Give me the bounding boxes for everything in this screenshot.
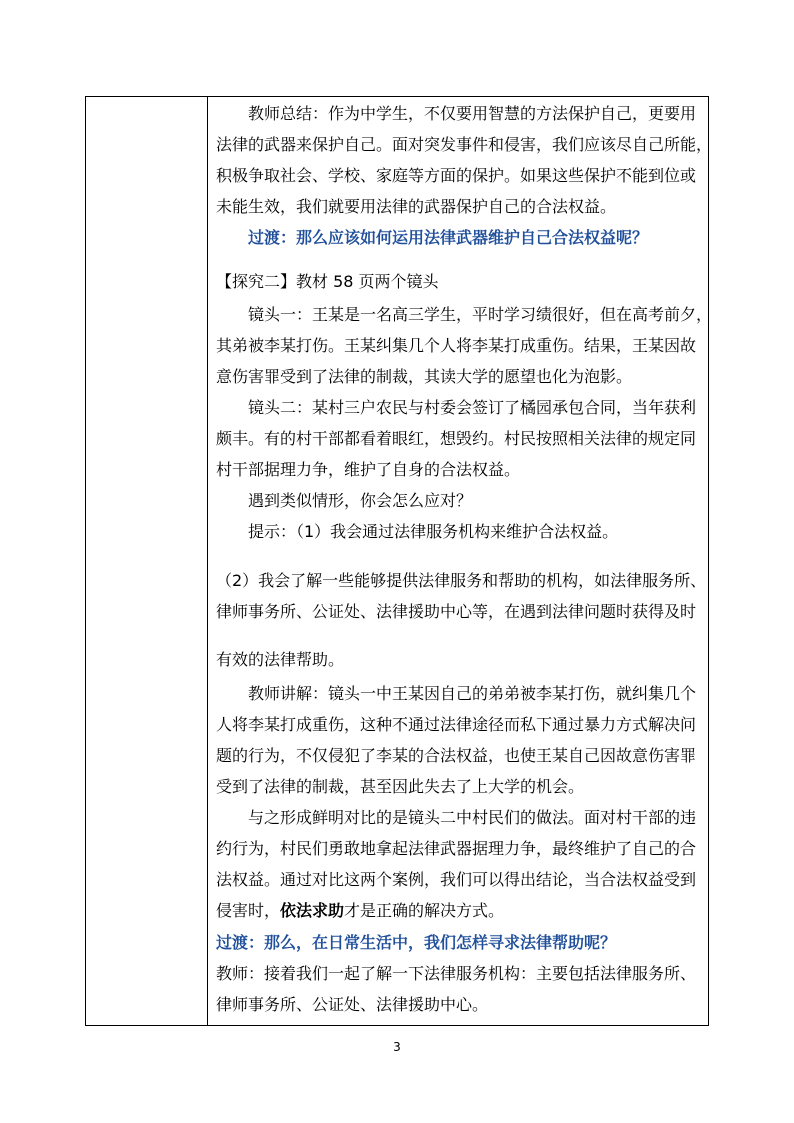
hint-two-line-3: 有效的法律帮助。 (216, 650, 345, 669)
scene-one-line-1: 镜头一：王某是一名高三学生，平时学习绩很好，但在高考前夕， (248, 305, 713, 324)
scene-two-line-1: 镜头二：某村三户农民与村委会签订了橘园承包合同，当年获利 (248, 398, 697, 417)
page-number: 3 (393, 1040, 401, 1054)
teacher-explain-line-2: 人将李某打成重伤，这种不通过法律途径而私下通过暴力方式解决问 (216, 715, 697, 734)
contrast-line-3: 法权益。通过对比这两个案例，我们可以得出结论，当合法权益受到 (216, 870, 697, 889)
scene-two-line-2: 颇丰。有的村干部都看着眼红，想毁约。村民按照相关法律的规定同 (216, 429, 697, 448)
scene-one-line-2: 其弟被李某打伤。王某纠集几个人将李某打成重伤。结果，王某因故 (216, 336, 697, 355)
teacher-explain-line-3: 题的行为，不仅侵犯了李某的合法权益，也使王某自己因故意伤害罪 (216, 746, 697, 765)
legal-help-emphasis: 依法求助 (280, 901, 345, 920)
contrast-line-4-after: 才是正确的解决方式。 (344, 901, 505, 920)
contrast-line-4 (216, 901, 504, 921)
transition-heading-1: 过渡：那么应该如何运用法律武器维护自己合法权益呢？ (248, 228, 649, 247)
teacher-explain-line-4: 受到了法律的制裁，甚至因此失去了上大学的机会。 (216, 777, 585, 796)
teacher-summary-line-4: 未能生效，我们就要用法律的武器保护自己的合法权益。 (216, 197, 617, 216)
teacher-summary-line-3: 积极争取社会、学校、家庭等方面的保护。如果这些保护不能到位或 (216, 166, 697, 185)
hint-line-1: 提示：（1）我会通过法律服务机构来维护合法权益。 (248, 522, 619, 541)
table-content-cell (208, 96, 713, 1026)
hint-two-line-2: 律师事务所、公证处、法律援助中心等，在遇到法律问题时获得及时 (216, 602, 697, 621)
hint-two-line-1: （2）我会了解一些能够提供法律服务和帮助的机构，如法律服务所、 (216, 571, 707, 590)
teacher-explain-line-1: 教师讲解：镜头一中王某因自己的弟弟被李某打伤，就纠集几个 (248, 684, 697, 703)
explore-two-heading: 【探究二】教材 58 页两个镜头 (216, 272, 439, 291)
contrast-line-2: 约行为，村民们勇敢地拿起法律武器据理力争，最终维护了自己的合 (216, 839, 697, 858)
teacher-final-line-2: 律师事务所、公证处、法律援助中心。 (216, 995, 489, 1014)
scene-one-line-3: 意伤害罪受到了法律的制裁，其读大学的愿望也化为泡影。 (216, 367, 633, 386)
contrast-line-4-before: 侵害时， (216, 901, 281, 920)
teacher-summary-line-2: 法律的武器来保护自己。面对突发事件和侵害，我们应该尽自己所能， (216, 135, 713, 154)
contrast-line-1: 与之形成鲜明对比的是镜头二中村民们的做法。面对村干部的违 (248, 808, 697, 827)
teacher-summary-line-1: 教师总结：作为中学生，不仅要用智慧的方法保护自己，更要用 (248, 104, 697, 123)
transition-heading-2: 过渡：那么，在日常生活中，我们怎样寻求法律帮助呢？ (216, 933, 617, 952)
teacher-final-line-1: 教师：接着我们一起了解一下法律服务机构：主要包括法律服务所、 (216, 964, 697, 983)
scene-two-line-3: 村干部据理力争，维护了自身的合法权益。 (216, 460, 521, 479)
question-line: 遇到类似情形，你会怎么应对？ (248, 491, 473, 510)
